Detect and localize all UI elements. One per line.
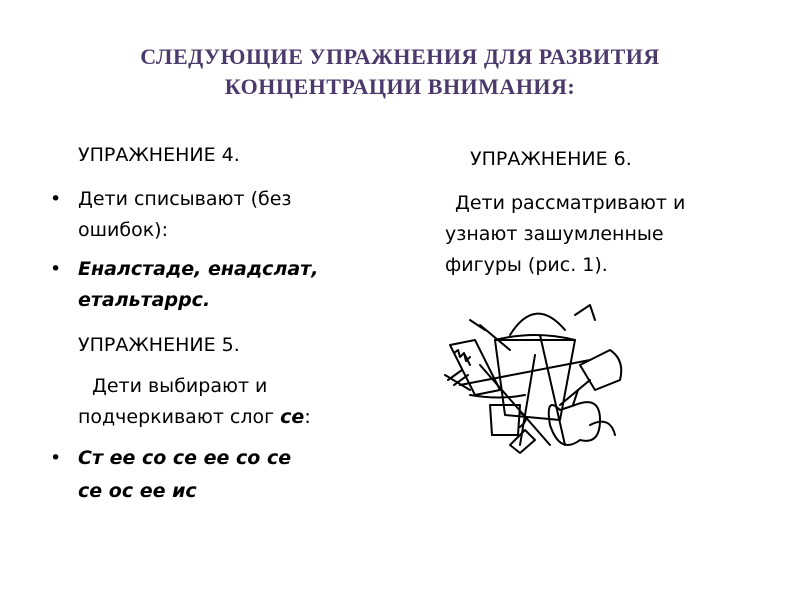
exercise-6-text-line-3: фигуры (рис. 1).	[445, 254, 608, 276]
slide-title-line-2: КОНЦЕНТРАЦИИ ВНИМАНИЯ:	[224, 74, 576, 99]
exercise-6-heading: УПРАЖНЕНИЕ 6.	[470, 148, 632, 170]
rake-handle	[460, 360, 590, 385]
exercise-5-heading: УПРАЖНЕНИЕ 5.	[78, 334, 240, 356]
noisy-figures-illustration	[440, 295, 630, 455]
bucket-handle	[510, 314, 565, 335]
slide-title-line-1: СЛЕДУЮЩИЕ УПРАЖНЕНИЯ ДЛЯ РАЗВИТИЯ	[140, 44, 660, 69]
exercise-5-target-syllable: се	[280, 406, 305, 428]
exercise-5-text-suffix: :	[304, 406, 311, 428]
bullet-marker: •	[50, 258, 62, 280]
exercise-6-text-line-1: Дети рассматривают и	[455, 192, 686, 214]
bullet-marker: •	[50, 447, 62, 469]
saw-outline	[450, 340, 500, 395]
bullet-marker: •	[50, 188, 62, 210]
exercise-5-text-line-2	[78, 402, 311, 433]
exercise-4-words-line-2: етальтаррс.	[78, 289, 211, 311]
exercise-5-text-prefix: подчеркивают слог	[78, 406, 281, 428]
exercise-4-words-line-1: Еналстаде, енадслат,	[78, 258, 319, 280]
slide-title	[60, 42, 740, 102]
exercise-5-syllables-line-2: се ос ее ис	[78, 480, 197, 502]
exercise-4-text-line-1: Дети списывают (без	[78, 188, 292, 210]
exercise-5-text-line-1: Дети выбирают и	[92, 375, 268, 397]
exercise-4-heading: УПРАЖНЕНИЕ 4.	[78, 144, 240, 166]
exercise-6-text-line-2: узнают зашумленные	[445, 223, 664, 245]
exercise-4-text-line-2: ошибок):	[78, 219, 168, 241]
exercise-5-syllables-line-1: Ст ее со се ее со се	[78, 447, 292, 469]
